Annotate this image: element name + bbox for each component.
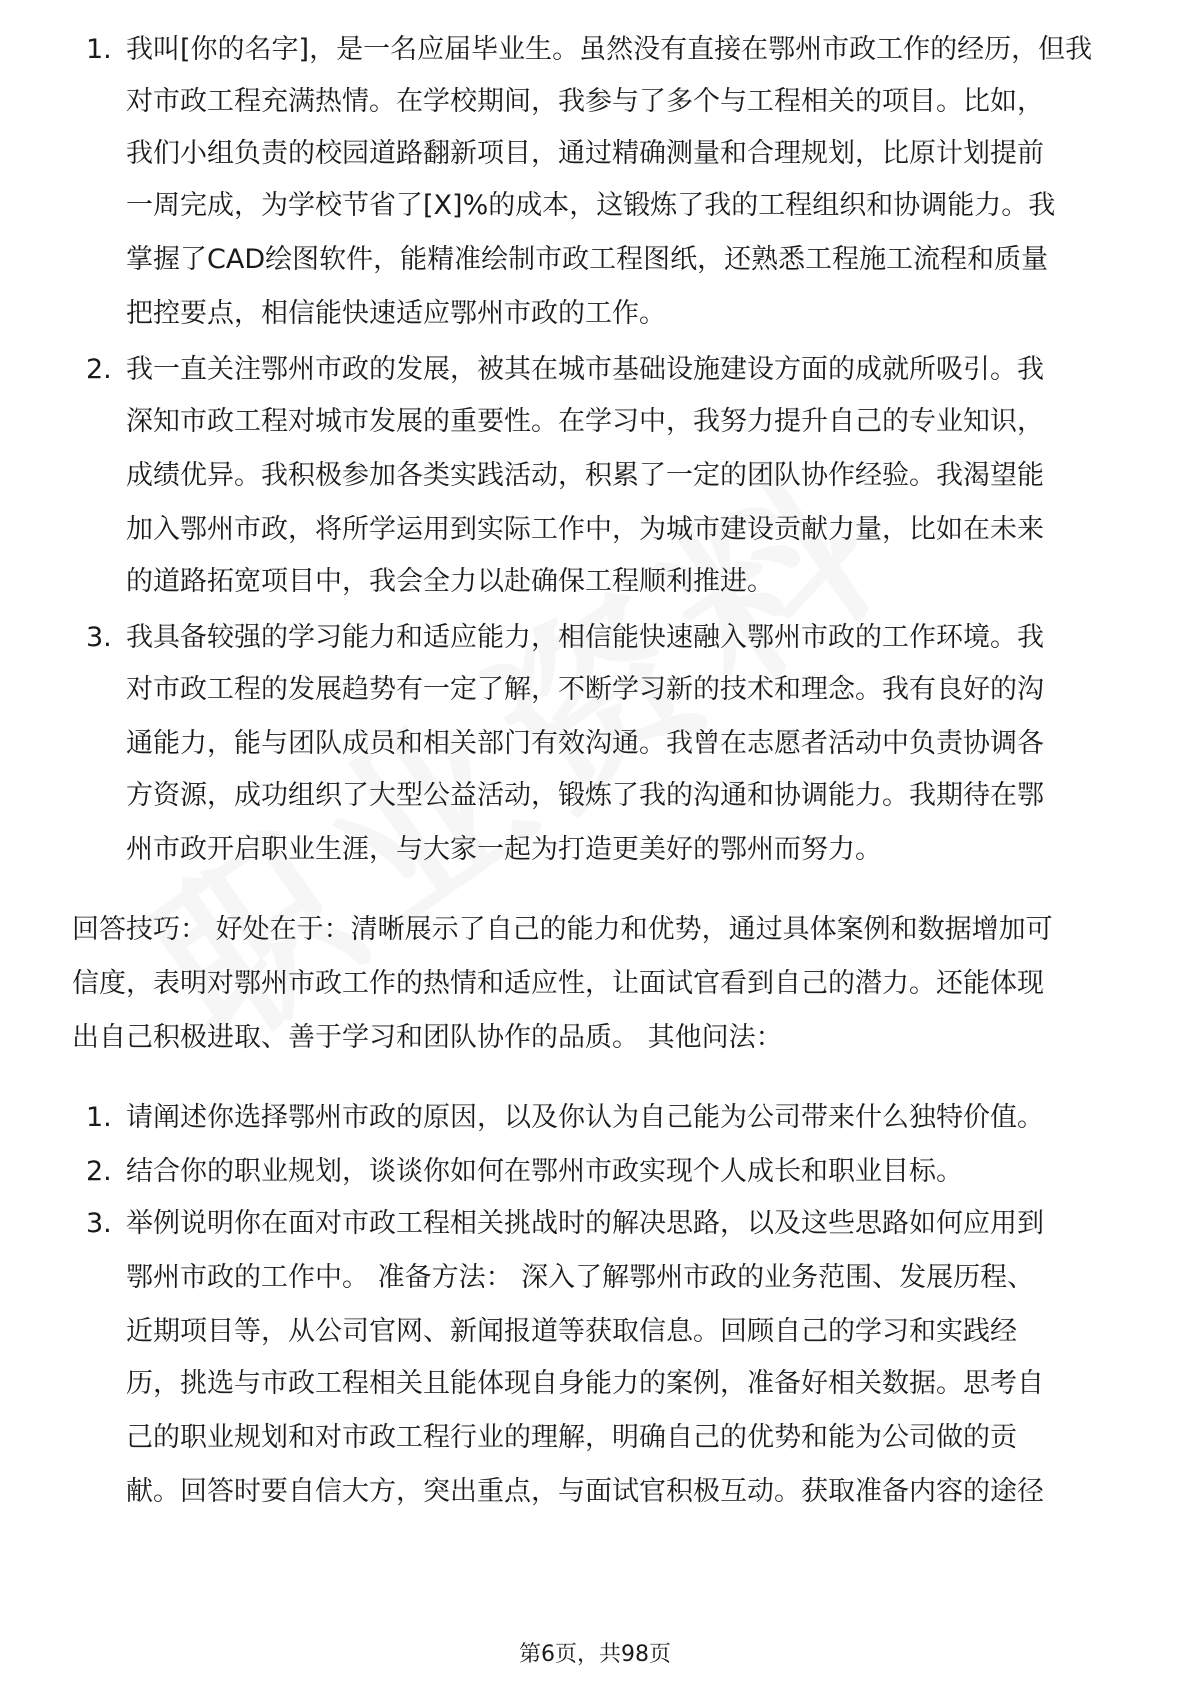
list-item-line: 方资源，成功组织了大型公益活动，锻炼了我的沟通和协调能力。我期待在鄂 xyxy=(126,780,1044,811)
list-item-line: 加入鄂州市政，将所学运用到实际工作中，为城市建设贡献力量，比如在未来 xyxy=(126,514,1044,545)
list-item-line: 的道路拓宽项目中，我会全力以赴确保工程顺利推进。 xyxy=(126,566,774,597)
list-number: 1. xyxy=(86,34,112,65)
list-item-line: 成绩优异。我积极参加各类实践活动，积累了一定的团队协作经验。我渴望能 xyxy=(126,460,1044,491)
paragraph-line: 出自己积极进取、善于学习和团队协作的品质。 其他问法： xyxy=(72,1022,783,1053)
list-number: 1. xyxy=(86,1102,112,1133)
list-number: 3. xyxy=(86,1208,112,1239)
paragraph-line: 信度，表明对鄂州市政工作的热情和适应性，让面试官看到自己的潜力。还能体现 xyxy=(72,968,1044,999)
list-item-line: 通能力，能与团队成员和相关部门有效沟通。我曾在志愿者活动中负责协调各 xyxy=(126,728,1044,759)
list-item-line: 我叫[你的名字]，是一名应届毕业生。虽然没有直接在鄂州市政工作的经历，但我 xyxy=(126,34,1093,65)
list-item-line: 对市政工程充满热情。在学校期间，我参与了多个与工程相关的项目。比如， xyxy=(126,86,1044,117)
list-number: 3. xyxy=(86,622,112,653)
list-item-line: 献。回答时要自信大方，突出重点，与面试官积极互动。获取准备内容的途径 xyxy=(126,1476,1044,1507)
list-item-line: 我具备较强的学习能力和适应能力，相信能快速融入鄂州市政的工作环境。我 xyxy=(126,622,1044,653)
list-item-line: 结合你的职业规划，谈谈你如何在鄂州市政实现个人成长和职业目标。 xyxy=(126,1156,963,1187)
list-item-line: 掌握了CAD绘图软件，能精准绘制市政工程图纸，还熟悉工程施工流程和质量 xyxy=(126,244,1049,275)
list-item-line: 对市政工程的发展趋势有一定了解，不断学习新的技术和理念。我有良好的沟 xyxy=(126,674,1044,705)
list-item-line: 鄂州市政的工作中。 准备方法： 深入了解鄂州市政的业务范围、发展历程、 xyxy=(126,1262,1035,1293)
list-item-line: 举例说明你在面对市政工程相关挑战时的解决思路，以及这些思路如何应用到 xyxy=(126,1208,1044,1239)
list-item-line: 深知市政工程对城市发展的重要性。在学习中，我努力提升自己的专业知识， xyxy=(126,406,1044,437)
list-item-line: 请阐述你选择鄂州市政的原因，以及你认为自己能为公司带来什么独特价值。 xyxy=(126,1102,1044,1133)
list-item-line: 我一直关注鄂州市政的发展，被其在城市基础设施建设方面的成就所吸引。我 xyxy=(126,354,1044,385)
list-item-line: 一周完成，为学校节省了[X]%的成本，这锻炼了我的工程组织和协调能力。我 xyxy=(126,190,1056,221)
list-item-line: 己的职业规划和对市政工程行业的理解，明确自己的优势和能为公司做的贡 xyxy=(126,1422,1017,1453)
list-item-line: 把控要点，相信能快速适应鄂州市政的工作。 xyxy=(126,298,666,329)
list-item-line: 州市政开启职业生涯，与大家一起为打造更美好的鄂州而努力。 xyxy=(126,834,882,865)
list-item-line: 我们小组负责的校园道路翻新项目，通过精确测量和合理规划，比原计划提前 xyxy=(126,138,1044,169)
page-number: 第6页，共98页 xyxy=(519,1642,671,1667)
list-item-line: 近期项目等，从公司官网、新闻报道等获取信息。回顾自己的学习和实践经 xyxy=(126,1316,1017,1347)
list-item-line: 历，挑选与市政工程相关且能体现自身能力的案例，准备好相关数据。思考自 xyxy=(126,1368,1044,1399)
list-number: 2. xyxy=(86,354,112,385)
paragraph-line: 回答技巧： 好处在于：清晰展示了自己的能力和优势，通过具体案例和数据增加可 xyxy=(72,914,1053,945)
list-number: 2. xyxy=(86,1156,112,1187)
